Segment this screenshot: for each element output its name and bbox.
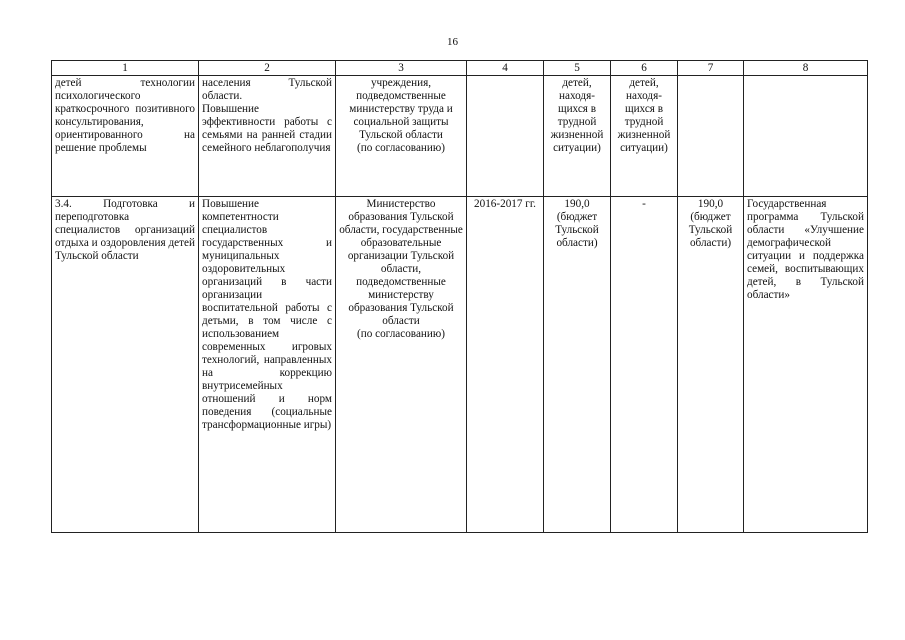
column-number: 2 <box>199 61 336 76</box>
column-number: 8 <box>744 61 868 76</box>
table-cell-result: населения Тульской области. Повышение эффективности работы с семьями на ранней стадии семейного неблагополучия <box>199 76 336 197</box>
table-cell-funding-2016: детей, находя- щихся в трудной жизненной ситуации) <box>611 76 678 197</box>
table-cell-funding-2016: - <box>611 197 678 533</box>
column-number: 6 <box>611 61 678 76</box>
column-number: 3 <box>336 61 467 76</box>
table-cell-executor: Министерство образования Тульской области, государственные образовательные организации Тульской области, подведомственные министерству образования Тульской области (по согласованию) <box>336 197 467 533</box>
table-cell-executor: учреждения, подведомственные министерству труда и социальной защиты Тульской области (по согласованию) <box>336 76 467 197</box>
table-cell-funding-2017: 190,0 (бюджет Тульской области) <box>678 197 744 533</box>
table-cell-funding-2017 <box>678 76 744 197</box>
column-number: 7 <box>678 61 744 76</box>
table-cell-result: Повышение компетентности специалистов государственных и муниципальных оздоровительных организаций в части организации воспитательной работы с детьми, в том числе с использованием современных игровых технологий, направленных на коррекцию внутрисемейных отношений и норм поведения (социальные трансформационные игры) <box>199 197 336 533</box>
column-number: 1 <box>52 61 199 76</box>
page-number: 16 <box>447 36 458 48</box>
table-row-3-4 <box>52 197 868 533</box>
table-cell-funding-total: детей, находя- щихся в трудной жизненной ситуации) <box>544 76 611 197</box>
program-table <box>51 60 868 533</box>
table-row-continued <box>52 76 868 197</box>
table-cell-period: 2016-2017 гг. <box>467 197 544 533</box>
table-cell-program <box>744 76 868 197</box>
column-number: 5 <box>544 61 611 76</box>
table-cell-activity: детей технологии психологического краткосрочного позитивного консультирования, ориентированного на решение проблемы <box>52 76 199 197</box>
table-cell-period <box>467 76 544 197</box>
table-cell-funding-total: 190,0 (бюджет Тульской области) <box>544 197 611 533</box>
column-number-row <box>52 61 868 76</box>
table-cell-activity: 3.4. Подготовка и переподготовка специалистов организаций отдыха и оздоровления детей Тульской области <box>52 197 199 533</box>
column-number: 4 <box>467 61 544 76</box>
table-cell-program: Государственная программа Тульской области «Улучшение демографической ситуации и поддержка семей, воспитывающих детей, в Тульской области» <box>744 197 868 533</box>
